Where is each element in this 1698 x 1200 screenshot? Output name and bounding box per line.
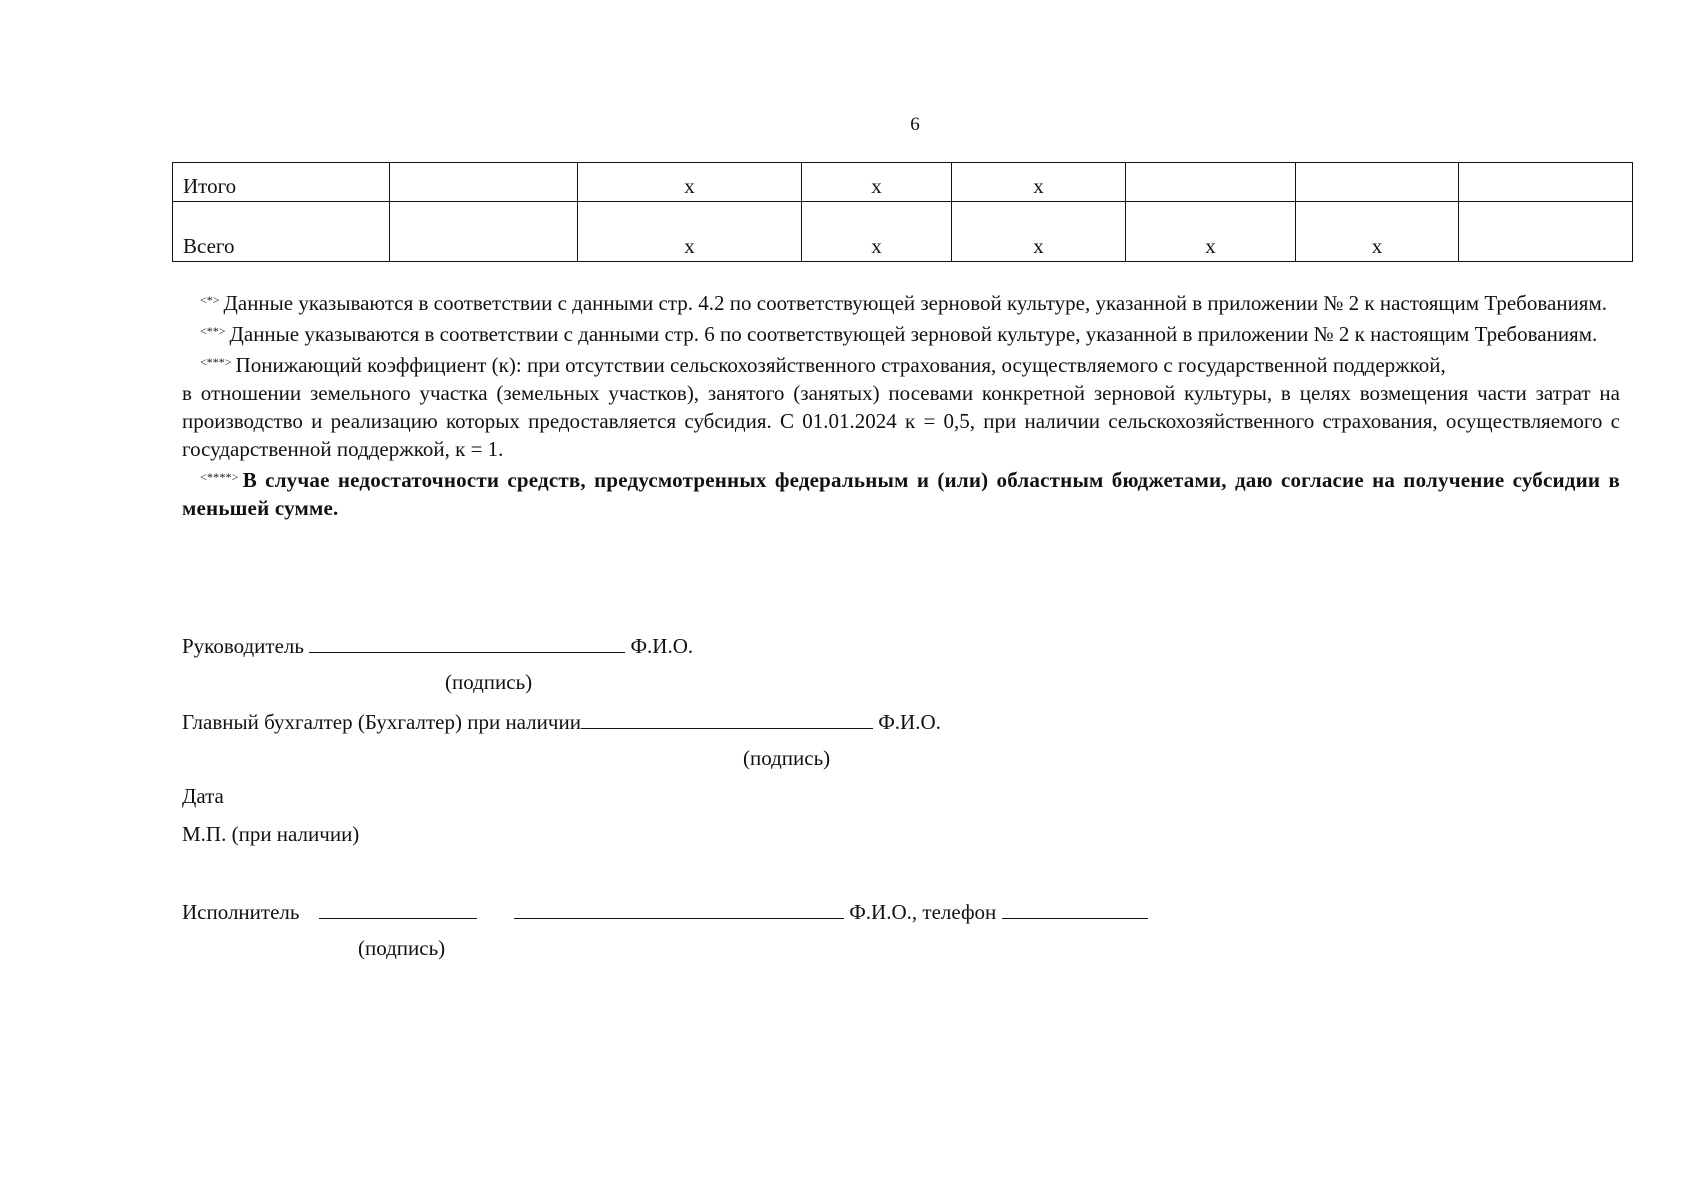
accountant-signature-caption: (подпись) (743, 746, 831, 770)
footnote-1 (182, 286, 1620, 317)
table-cell (390, 163, 578, 202)
footnote-text: В случае недостаточности средств, предусмотренных федеральным и (или) областным бюджетами, даю согласие на получение субсидии в меньшей сумме. (182, 468, 1620, 520)
table-row-itogo (173, 163, 1633, 202)
date-label: Дата (182, 784, 224, 808)
table-cell: х (578, 202, 802, 262)
footnote-3 (182, 348, 1620, 379)
footnote-mark: <*> (200, 293, 220, 307)
footnote-4 (182, 463, 1620, 522)
signature-blank (581, 708, 873, 729)
stamp-label: М.П. (при наличии) (182, 822, 360, 846)
footnote-mark: <****> (200, 470, 239, 484)
footnotes (182, 286, 1620, 522)
row-label-itogo: Итого (173, 163, 390, 202)
table-cell: х (1126, 202, 1296, 262)
head-signature-caption: (подпись) (445, 670, 533, 694)
table-cell (1459, 202, 1633, 262)
footnote-text: Данные указываются в соответствии с данными стр. 4.2 по соответствующей зерновой культуре, указанной в приложении № 2 к настоящим Требованиям. (223, 291, 1608, 315)
fio-label: Ф.И.О. (630, 634, 694, 658)
accountant-signature-line (182, 708, 941, 735)
table-cell: х (1296, 202, 1459, 262)
phone-blank (1002, 898, 1148, 919)
table-cell: х (802, 163, 952, 202)
fio-label: Ф.И.О. (878, 710, 941, 734)
head-label: Руководитель (182, 634, 304, 658)
head-signature-line (182, 632, 693, 659)
table-cell: х (952, 163, 1126, 202)
fio-phone-label: Ф.И.О., телефон (849, 900, 997, 924)
footnote-3-continuation (182, 379, 1620, 463)
executor-label: Исполнитель (182, 900, 300, 924)
footnote-text: Данные указываются в соответствии с данными стр. 6 по соответствующей зерновой культуре, указанной в приложении № 2 к настоящим Требованиям. (229, 322, 1598, 346)
footnote-text: в отношении земельного участка (земельных участков), занятого (занятых) посевами конкретной зерновой культуры, в целях возмещения части затрат на производство и реализацию которых предоставляется субсидия. С 01.01.2024 к = 0,5, при наличии сельскохозяйственного страхования, осуществляемого с государственной поддержкой, к = 1. (182, 381, 1620, 461)
signature-blank (309, 632, 625, 653)
footnote-mark: <**> (200, 324, 226, 338)
table-cell: х (578, 163, 802, 202)
table-cell (390, 202, 578, 262)
table-row-vsego (173, 202, 1633, 262)
row-label-vsego: Всего (173, 202, 390, 262)
signature-blank (319, 898, 477, 919)
table-cell (1459, 163, 1633, 202)
page-number: 6 (910, 114, 920, 135)
footnote-mark: <***> (200, 355, 232, 369)
totals-table (172, 162, 1633, 262)
table-cell: х (952, 202, 1126, 262)
accountant-label: Главный бухгалтер (Бухгалтер) при наличии (182, 710, 581, 734)
executor-signature-line (182, 898, 1148, 925)
fio-blank (514, 898, 844, 919)
footnote-text: Понижающий коэффициент (к): при отсутствии сельскохозяйственного страхования, осуществляемого с государственной поддержкой, (235, 353, 1446, 377)
footnote-2 (182, 317, 1620, 348)
table-cell (1126, 163, 1296, 202)
executor-signature-caption: (подпись) (358, 936, 446, 960)
table-cell: х (802, 202, 952, 262)
table-cell (1296, 163, 1459, 202)
